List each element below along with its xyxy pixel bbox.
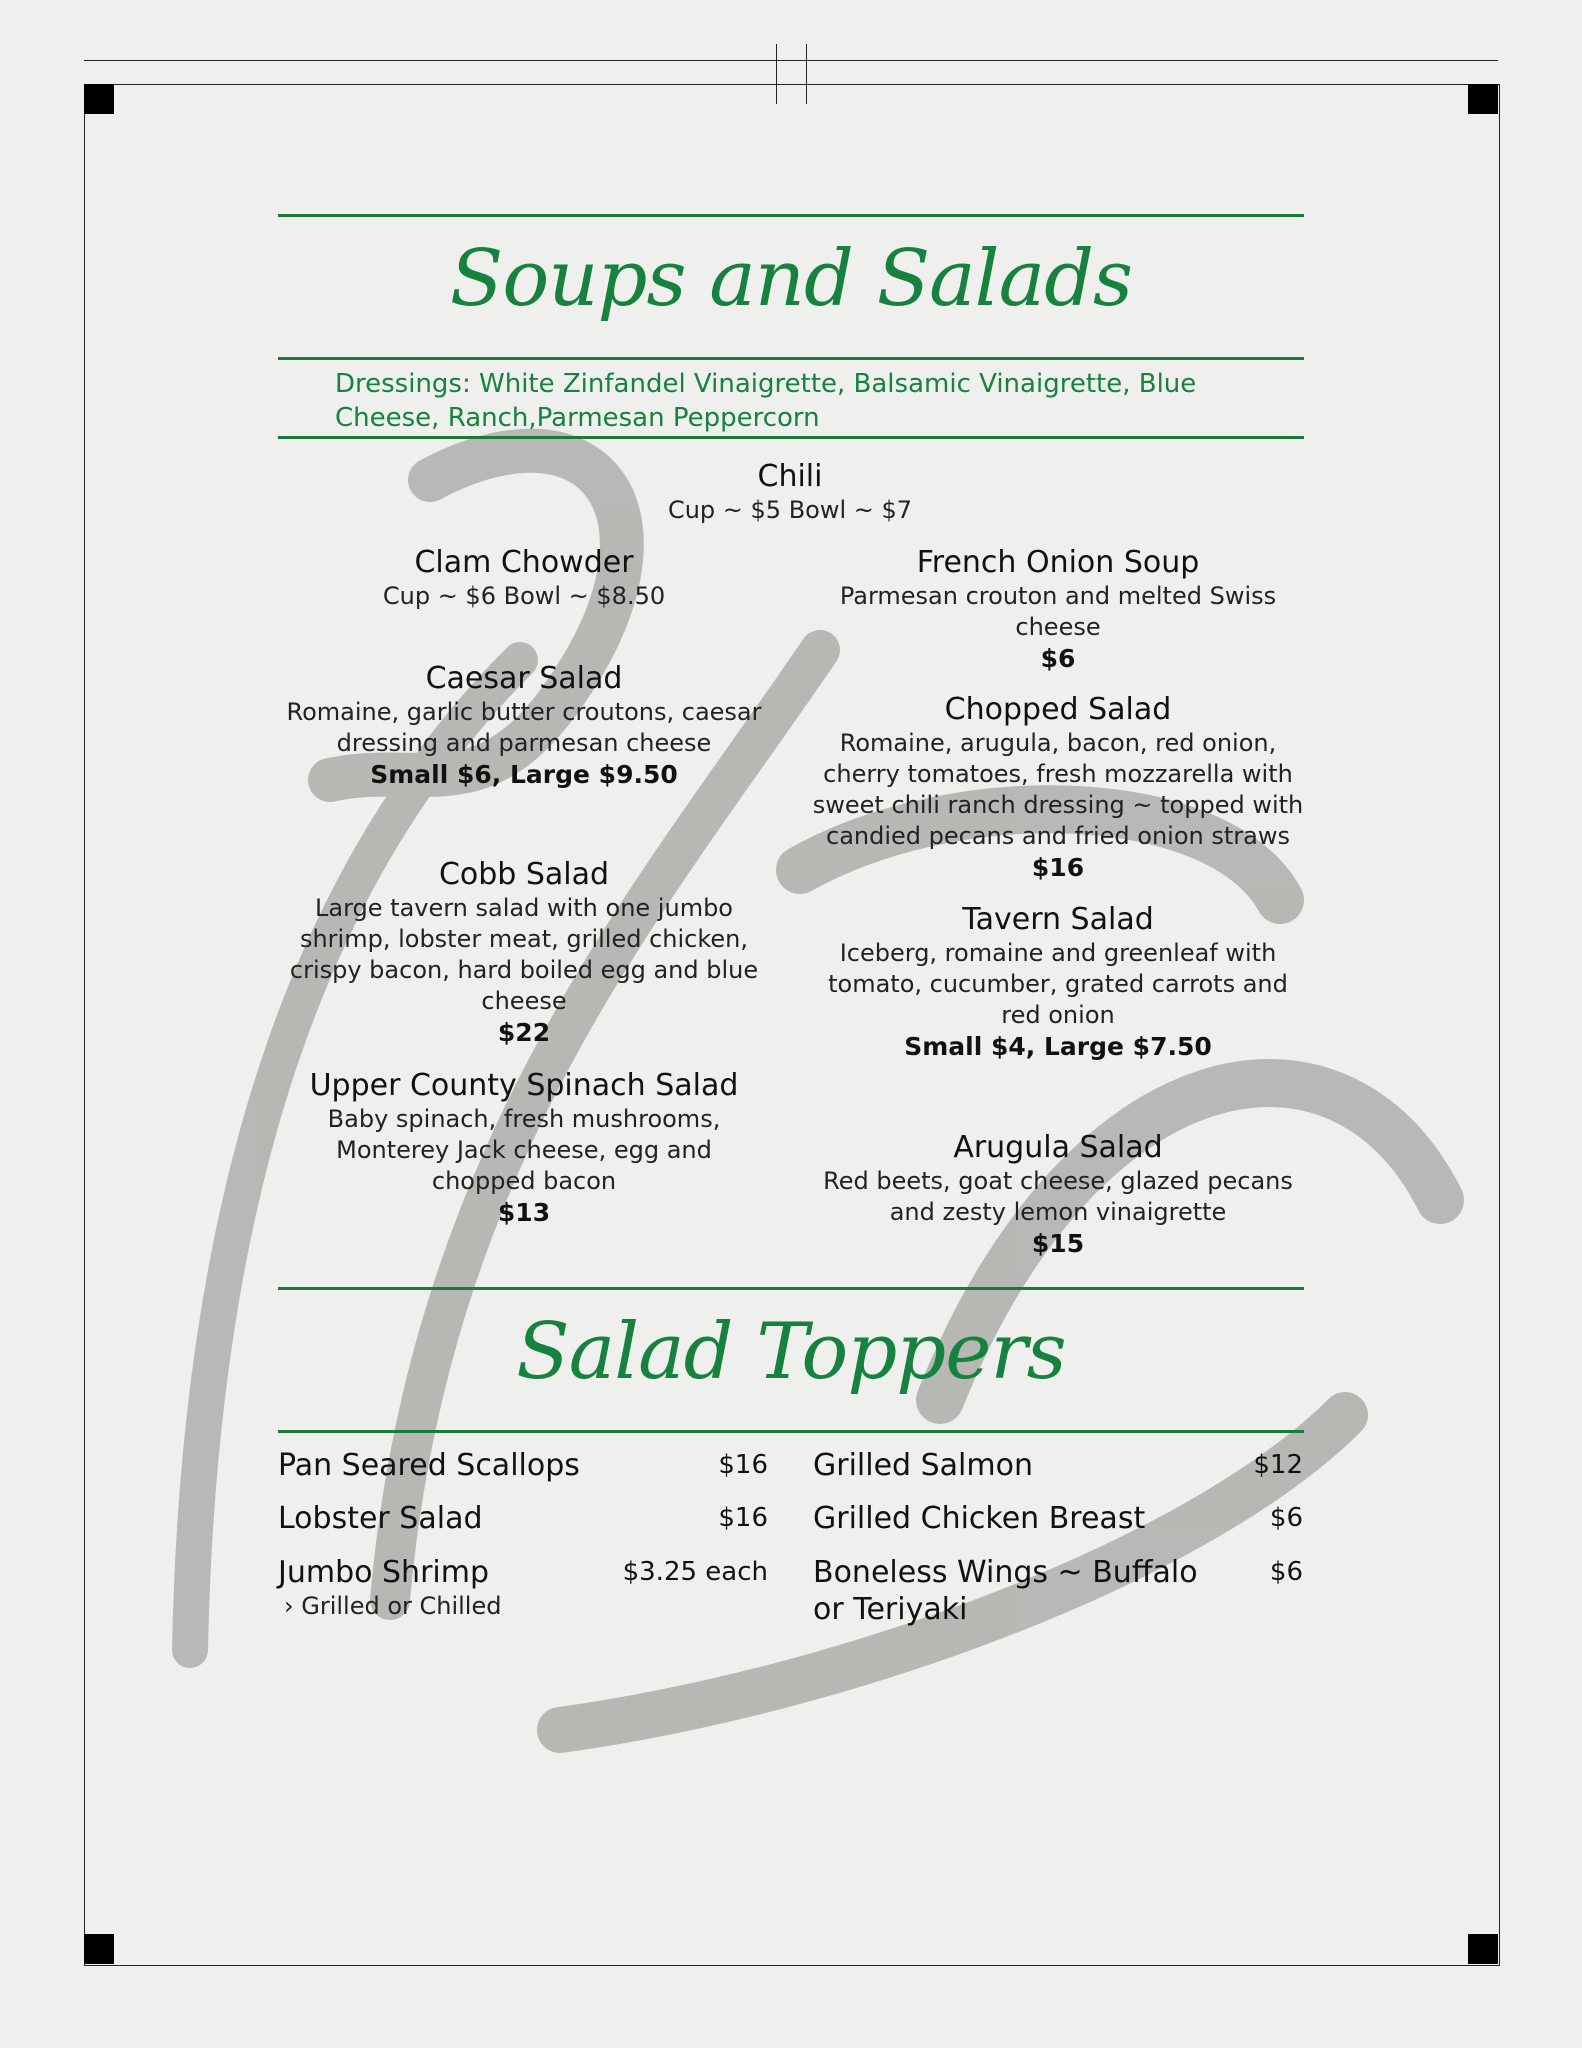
topper-row [813,1554,1303,1628]
item-price: Small $4, Large $7.50 [904,1032,1212,1061]
menu-item-spinach-salad [284,1068,764,1228]
section-rule [278,1287,1304,1290]
item-price: $13 [497,1198,551,1227]
section-rule [278,1430,1304,1433]
trim-line-top [84,60,1498,61]
corner-mark [84,84,114,114]
item-name: Tavern Salad [962,902,1154,937]
item-name: Cobb Salad [438,857,610,892]
section-rule [278,214,1304,217]
item-name: Upper County Spinach Salad [309,1068,739,1103]
topper-name: Grilled Chicken Breast [813,1501,1146,1536]
item-name: Chopped Salad [944,692,1172,727]
item-name: Chili [757,459,823,494]
salad-toppers-title: Salad Toppers [516,1307,1066,1397]
item-price: $6 [1040,644,1076,673]
topper-row [813,1500,1303,1537]
item-desc: Cup ~ $5 Bowl ~ $7 [667,496,913,524]
topper-row [278,1554,768,1591]
topper-price: $12 [1253,1450,1303,1480]
topper-name: Jumbo Shrimp [278,1555,490,1590]
menu-item-caesar-salad [284,661,764,790]
item-name: Arugula Salad [953,1130,1163,1165]
topper-name: Lobster Salad [278,1501,483,1536]
corner-mark [1468,1934,1498,1964]
item-name: French Onion Soup [916,545,1200,580]
topper-name: Boneless Wings ~ Buffalo or Teriyaki [813,1555,1198,1627]
item-desc: Iceberg, romaine and greenleaf with tomato, cucumber, grated carrots and red onion [828,939,1288,1029]
menu-item-tavern-salad [812,902,1304,1062]
corner-mark [1468,84,1498,114]
item-desc: Large tavern salad with one jumbo shrimp, lobster meat, grilled chicken, crispy bacon, hard boiled egg and blue cheese [289,894,759,1015]
section-rule [278,436,1304,439]
menu-item-arugula-salad [812,1130,1304,1259]
item-name: Clam Chowder [414,545,634,580]
item-desc: Red beets, goat cheese, glazed pecans and zesty lemon vinaigrette [823,1167,1293,1226]
topper-price: $3.25 each [622,1557,768,1587]
menu-item-chili [600,459,980,526]
item-price: $22 [497,1018,551,1047]
item-price: $16 [1031,853,1085,882]
topper-price: $16 [718,1503,768,1533]
topper-row [278,1447,768,1484]
menu-item-clam-chowder [284,545,764,612]
topper-price: $16 [718,1450,768,1480]
soups-salads-title: Soups and Salads [449,234,1133,324]
menu-item-cobb-salad [284,857,764,1048]
section-rule [278,357,1304,360]
topper-note: › Grilled or Chilled [284,1592,502,1620]
item-price: $15 [1031,1229,1085,1258]
topper-row [813,1447,1303,1484]
topper-name: Pan Seared Scallops [278,1448,580,1483]
dressings-list: Dressings: White Zinfandel Vinaigrette, Balsamic Vinaigrette, Blue Cheese, Ranch,Parmesan Peppercorn [335,369,1197,433]
menu-item-french-onion-soup [812,545,1304,674]
item-name: Caesar Salad [425,661,623,696]
topper-price: $6 [1269,1557,1303,1587]
corner-mark [84,1934,114,1964]
topper-name: Grilled Salmon [813,1448,1033,1483]
item-price: Small $6, Large $9.50 [370,760,678,789]
item-desc: Baby spinach, fresh mushrooms, Monterey Jack cheese, egg and chopped bacon [327,1105,721,1195]
item-desc: Cup ~ $6 Bowl ~ $8.50 [382,582,666,610]
menu-item-chopped-salad [812,692,1304,883]
topper-row [278,1500,768,1537]
item-desc: Parmesan crouton and melted Swiss cheese [839,582,1277,641]
topper-price: $6 [1269,1503,1303,1533]
item-desc: Romaine, garlic butter croutons, caesar dressing and parmesan cheese [286,698,762,757]
item-desc: Romaine, arugula, bacon, red onion, cherry tomatoes, fresh mozzarella with sweet chili ranch dressing ~ topped with candied pecans and fried onion straws [812,729,1304,850]
